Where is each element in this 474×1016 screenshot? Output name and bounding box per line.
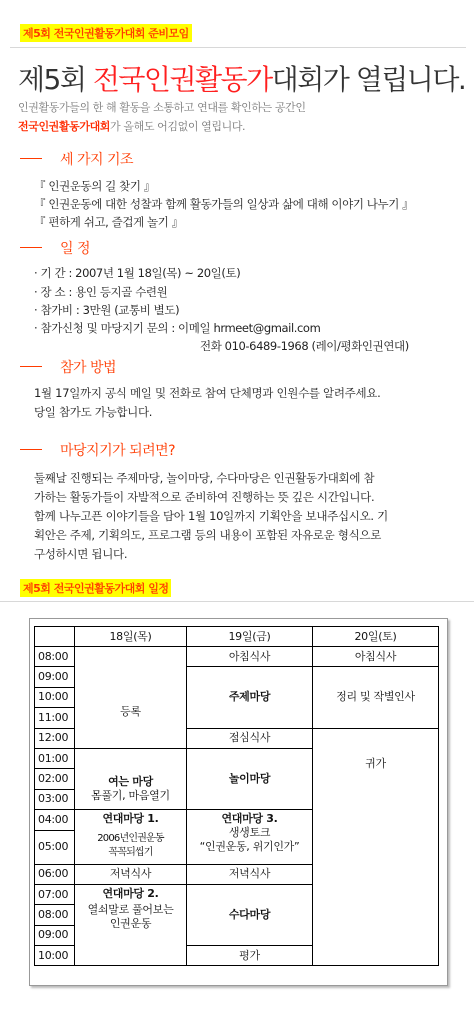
d2-eval-cell: 평가 [187, 946, 313, 966]
time-label: 09:00 [35, 925, 75, 945]
time-label: 08:00 [35, 647, 75, 667]
section-madangjigi-heading [20, 440, 175, 460]
footer-tag: 제5회 전국인권활동가대회 일정 [20, 579, 171, 597]
d1-open-sub: 몸풀기, 마음열기 [91, 789, 170, 803]
day-header: 20일(토) [313, 627, 439, 647]
d1-register-cell: 등록 [75, 647, 187, 749]
time-label: 03:00 [35, 789, 75, 809]
title-highlight: 전국인권활동가 [92, 63, 272, 96]
d2-dinner-cell: 저녁식사 [187, 864, 313, 884]
d1-solidarity1-title: 연대마당 1. [102, 812, 159, 826]
footer-divider [0, 601, 474, 602]
d1-solidarity1-sub: 2006년인권운동 [97, 833, 164, 845]
day-header: 18일(목) [75, 627, 187, 647]
time-label: 10:00 [35, 946, 75, 966]
schedule-place: · 장 소 : 용인 등지골 수련원 [34, 285, 168, 299]
time-label: 06:00 [35, 864, 75, 884]
intro-line-2 [18, 118, 245, 134]
time-label: 04:00 [35, 810, 75, 830]
d1-solidarity1-sub: 꼭꼭되씹기 [108, 847, 153, 859]
heading-dash [20, 247, 42, 248]
d1-solidarity2-sub: 열쇠말로 풀어보는 [87, 902, 174, 916]
principle-item: 『 인권운동에 대한 성찰과 함께 활동가들의 일상과 삶에 대해 이야기 나누기 』 [34, 197, 414, 211]
d2-lunch-cell: 점심식사 [187, 728, 313, 748]
d1-solidarity2-cell [75, 884, 187, 966]
d2-solidarity3-sub: “인권운동, 위기인가” [199, 840, 300, 854]
heading-dash [20, 158, 42, 159]
section-title: 세 가지 기조 [60, 152, 134, 168]
section-principles-heading [20, 149, 133, 169]
madangjigi-line: 획안은 주제, 기획의도, 프로그램 등의 내용이 포함된 자유로운 형식으로 [34, 528, 382, 542]
header-tag: 제5회 전국인권활동가대회 준비모임 [20, 24, 192, 42]
corner-cell [35, 627, 75, 647]
day-header: 19일(금) [187, 627, 313, 647]
timetable [34, 626, 439, 966]
time-label: 11:00 [35, 708, 75, 728]
time-label: 08:00 [35, 905, 75, 925]
timetable-header-row [35, 627, 439, 647]
d2-solidarity3-title: 연대마당 3. [221, 812, 278, 826]
time-label: 05:00 [35, 830, 75, 864]
time-label: 12:00 [35, 728, 75, 748]
time-label: 02:00 [35, 769, 75, 789]
madangjigi-line: 둘째날 진행되는 주제마당, 놀이마당, 수다마당은 인권활동가대회에 참 [34, 471, 375, 485]
section-join-heading [20, 357, 116, 377]
madangjigi-line: 가하는 활동가들이 자발적으로 준비하여 진행하는 뜻 깊은 시간입니다. [34, 490, 375, 504]
section-title: 일 정 [60, 241, 90, 257]
section-title: 마당지기가 되려면? [60, 443, 176, 459]
madangjigi-line: 구성하시면 됩니다. [34, 547, 128, 561]
section-title: 참가 방법 [60, 360, 117, 376]
schedule-fee: · 참가비 : 3만원 (교통비 별도) [34, 303, 180, 317]
section-schedule-heading [20, 238, 90, 258]
timetable-panel [29, 618, 448, 986]
time-label: 01:00 [35, 748, 75, 768]
d1-dinner-cell: 저녁식사 [75, 864, 187, 884]
principle-item: 『 인권운동의 길 찾기 』 [34, 179, 155, 193]
d3-breakfast-cell: 아침식사 [313, 647, 439, 667]
page-title [18, 58, 465, 98]
d3-cleanup-cell: 정리 및 작별인사 [313, 667, 439, 728]
time-label: 10:00 [35, 687, 75, 707]
heading-dash [20, 366, 42, 367]
time-label: 07:00 [35, 884, 75, 904]
intro-highlight: 전국인권활동가대회 [18, 120, 111, 133]
d2-topic-cell: 주제마당 [187, 667, 313, 728]
d1-solidarity2-sub: 인권운동 [109, 916, 152, 930]
madangjigi-paragraph [34, 469, 388, 564]
madangjigi-line: 함께 나누고픈 이야기들을 담아 1월 10일까지 기획안을 보내주십시오. 기 [34, 509, 388, 523]
d3-return-cell: 귀가 [313, 728, 439, 966]
schedule-contact-phone: 전화 010-6489-1968 (레이/평화인권연대) [200, 339, 409, 353]
table-row [35, 647, 439, 667]
d1-open-title: 여는 마당 [108, 775, 153, 789]
join-line: 당일 참가도 가능합니다. [34, 405, 153, 419]
intro-rest: 가 올해도 어김없이 열립니다. [110, 120, 246, 133]
schedule-contact-email: · 참가신청 및 마당지기 문의 : 이메일 hrmeet@gmail.com [34, 321, 321, 335]
heading-dash [20, 449, 42, 450]
d2-chat-cell: 수다마당 [187, 884, 313, 945]
join-paragraph [34, 384, 380, 422]
time-label: 09:00 [35, 667, 75, 687]
title-suffix: 대회가 열립니다. [271, 63, 466, 96]
d2-solidarity3-cell [187, 810, 313, 864]
schedule-period: · 기 간 : 2007년 1월 18일(목) ~ 20일(토) [34, 266, 241, 280]
d2-breakfast-cell: 아침식사 [187, 647, 313, 667]
d1-solidarity2-title: 연대마당 2. [102, 886, 159, 900]
d2-play-cell: 놀이마당 [187, 748, 313, 809]
title-prefix: 제5회 [18, 63, 93, 96]
d1-solidarity1-cell [75, 810, 187, 864]
d1-open-cell [75, 748, 187, 809]
join-line: 1월 17일까지 공식 메일 및 전화로 참여 단체명과 인원수를 알려주세요. [34, 386, 381, 400]
intro-line-1: 인권활동가들의 한 해 활동을 소통하고 연대를 확인하는 공간인 [18, 101, 306, 114]
header-divider [10, 47, 466, 48]
d2-solidarity3-sub: 생생토크 [228, 826, 271, 840]
principle-item: 『 편하게 쉬고, 즐겁게 놀기 』 [34, 215, 183, 229]
